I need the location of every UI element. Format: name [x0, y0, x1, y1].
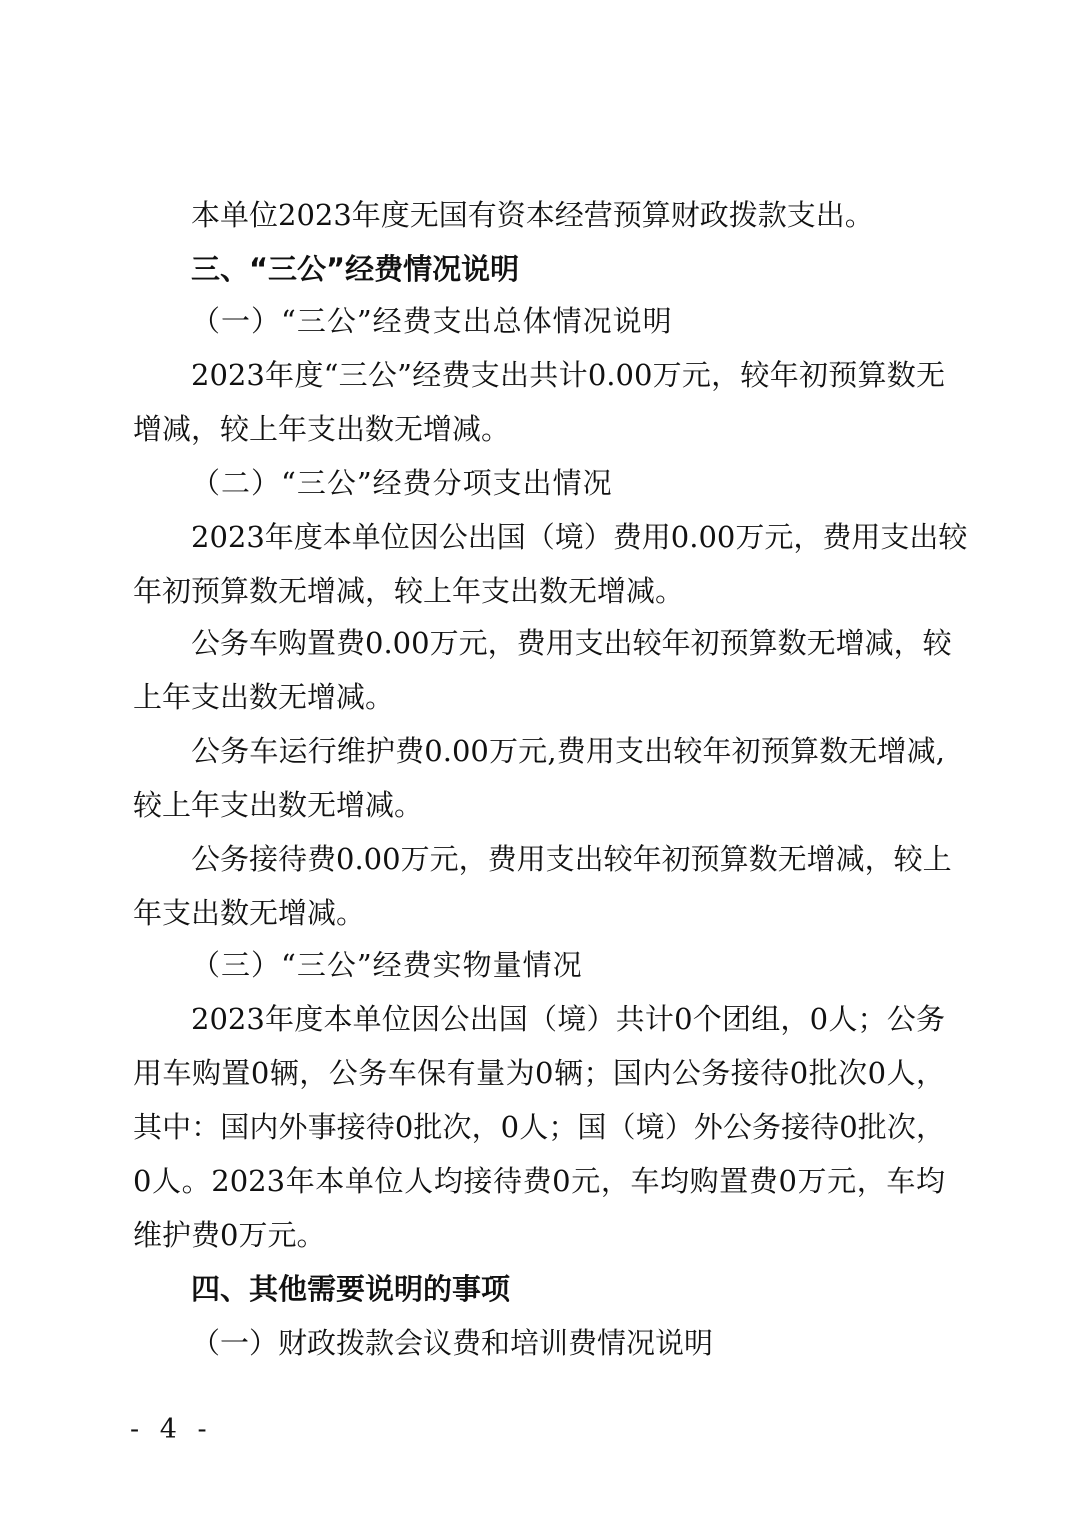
- subsection-heading: （一）财政拨款会议费和培训费情况说明: [191, 1326, 714, 1360]
- paragraph-line: 2023年度本单位因公出国（境）费用0.00万元，费用支出较: [191, 520, 968, 554]
- paragraph-line: 2023年度“三公”经费支出共计0.00万元，较年初预算数无: [191, 358, 945, 392]
- paragraph-line: 0人。2023年本单位人均接待费0元，车均购置费0万元，车均: [133, 1164, 945, 1198]
- paragraph-line: 上年支出数无增减。: [133, 680, 395, 714]
- paragraph-line: 用车购置0辆，公务车保有量为0辆；国内公务接待0批次0人，: [133, 1056, 945, 1090]
- paragraph-line: 其中：国内外事接待0批次，0人；国（境）外公务接待0批次，: [133, 1110, 945, 1144]
- section-heading-four: 四、其他需要说明的事项: [191, 1272, 511, 1306]
- paragraph-line: 较上年支出数无增减。: [133, 788, 424, 822]
- section-heading-three: 三、“三公”经费情况说明: [191, 252, 520, 286]
- subsection-heading: （二）“三公”经费分项支出情况: [191, 466, 613, 500]
- subsection-heading: （一）“三公”经费支出总体情况说明: [191, 304, 673, 338]
- paragraph-line: 年初预算数无增减，较上年支出数无增减。: [133, 574, 685, 608]
- paragraph-line: 增减，较上年支出数无增减。: [133, 412, 511, 446]
- paragraph-line: 2023年度本单位因公出国（境）共计0个团组，0人；公务: [191, 1002, 945, 1036]
- subsection-heading: （三）“三公”经费实物量情况: [191, 948, 583, 982]
- paragraph-line: 年支出数无增减。: [133, 896, 366, 930]
- paragraph-line: 公务车购置费0.00万元，费用支出较年初预算数无增减，较: [191, 626, 952, 660]
- paragraph-line: 维护费0万元。: [133, 1218, 326, 1252]
- paragraph-line: 公务接待费0.00万元，费用支出较年初预算数无增减，较上: [191, 842, 952, 876]
- paragraph-line: 公务车运行维护费0.00万元,费用支出较年初预算数无增减,: [191, 734, 945, 768]
- page-number: - 4 -: [130, 1414, 213, 1445]
- paragraph-line: 本单位2023年度无国有资本经营预算财政拨款支出。: [191, 198, 874, 232]
